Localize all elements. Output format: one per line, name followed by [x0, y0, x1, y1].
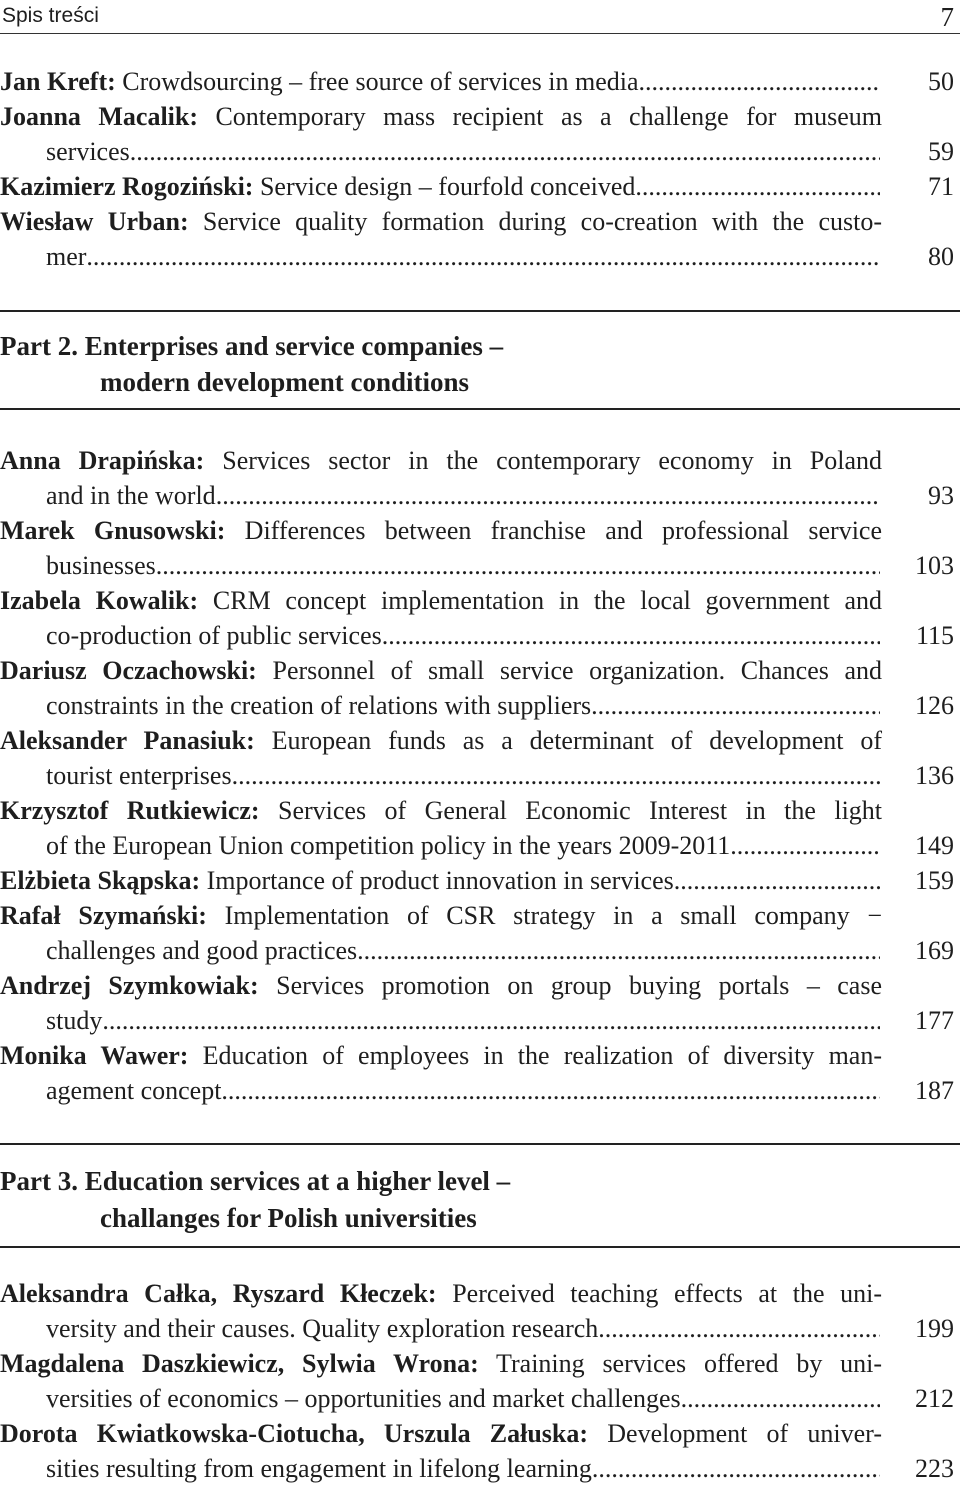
toc-page-number: 126 — [915, 691, 954, 720]
part-3-title-line2: challanges for Polish universities — [100, 1203, 477, 1233]
toc-entry-line — [0, 1073, 960, 1108]
toc-entry — [0, 443, 960, 513]
toc-leader-line — [0, 1451, 880, 1486]
toc-entry — [0, 863, 960, 898]
part-2-title-line2: modern development conditions — [100, 367, 470, 397]
toc-entry-line — [0, 898, 882, 933]
toc-entry-line — [0, 513, 882, 548]
toc-title-text: Services of General Economic Interest in the light — [278, 796, 883, 825]
toc-page-number: 177 — [915, 1006, 954, 1035]
toc-entry-line — [0, 688, 960, 723]
toc-page-number: 50 — [928, 67, 954, 96]
toc-author: Izabela Kowalik: — [0, 586, 199, 615]
part-2-title-line1: Part 2. Enterprises and service companies – — [0, 331, 504, 361]
toc-title-text: study — [46, 1006, 103, 1035]
toc-author: Aleksander Panasiuk: — [0, 726, 255, 755]
toc-leader-line — [0, 758, 880, 793]
dot-leader — [730, 828, 880, 863]
toc-entry-line — [0, 169, 960, 204]
part-rule-top — [0, 1143, 960, 1145]
part-rule-top — [0, 310, 960, 312]
toc-title-text: challenges and good practices — [46, 936, 358, 965]
toc-page-number: 136 — [915, 761, 954, 790]
dot-leader — [635, 169, 880, 204]
dot-leader — [221, 1073, 880, 1108]
toc-entry-line — [0, 1346, 882, 1381]
toc-leader-line — [0, 828, 880, 863]
toc-title-text: Implementation of CSR strategy in a small company − — [224, 901, 882, 930]
toc-entry-line — [0, 618, 960, 653]
toc-title-text: Service quality formation during co-creation with the custo- — [202, 207, 882, 236]
header-rule — [0, 33, 960, 34]
toc-leader-line — [0, 1073, 880, 1108]
toc-title-text: of the European Union competition policy in the years 2009-2011 — [46, 831, 731, 860]
toc-title-text: versities of economics – opportunities and market challenges — [46, 1384, 681, 1413]
toc-title-text: Services sector in the contemporary economy in Poland — [222, 446, 882, 475]
toc-page-number: 115 — [915, 621, 954, 650]
toc-title-text: Contemporary mass recipient as a challenge for museum — [215, 102, 882, 131]
toc-title-text: and in the world — [46, 481, 216, 510]
toc-entry-line — [0, 1038, 882, 1073]
toc-entry-line — [0, 723, 882, 758]
toc-author: Elżbieta Skąpska: — [0, 866, 201, 895]
toc-author: Kazimierz Rogoziński: — [0, 172, 254, 201]
toc-leader-line — [0, 1003, 880, 1038]
page-number: 7 — [940, 2, 954, 32]
toc-page-number: 223 — [915, 1454, 954, 1483]
toc-author: Rafał Szymański: — [0, 901, 207, 930]
dot-leader — [681, 1381, 880, 1416]
toc-author: Krzysztof Rutkiewicz: — [0, 796, 260, 825]
toc-entry-line — [0, 793, 882, 828]
toc-title-text: Service design – fourfold conceived — [259, 172, 636, 201]
toc-entry-line — [0, 1276, 882, 1311]
toc-author: Wiesław Urban: — [0, 207, 189, 236]
toc-author: Anna Drapińska: — [0, 446, 205, 475]
toc-entry — [0, 968, 960, 1038]
toc-entry-line — [0, 933, 960, 968]
toc-entry — [0, 793, 960, 863]
toc-title-text: co-production of public services — [46, 621, 382, 650]
toc-entry-line — [0, 583, 882, 618]
dot-leader — [598, 1311, 880, 1346]
running-header-title: Spis treści — [2, 4, 99, 27]
toc-author: Dorota Kwiatkowska-Ciotucha, Urszula Załuska: — [0, 1419, 589, 1448]
toc-author: Magdalena Daszkiewicz, Sylwia Wrona: — [0, 1349, 479, 1378]
toc-title-text: versity and their causes. Quality exploration research — [46, 1314, 599, 1343]
page-header — [0, 0, 960, 34]
part-rule-bottom — [0, 408, 960, 410]
toc-entry-line — [0, 64, 960, 99]
toc-leader-line — [0, 1311, 880, 1346]
dot-leader — [382, 618, 880, 653]
dot-leader — [130, 134, 880, 169]
toc-author: Marek Gnusowski: — [0, 516, 226, 545]
toc-page-number: 159 — [915, 866, 954, 895]
toc-entry-line — [0, 478, 960, 513]
toc-entry — [0, 723, 960, 793]
toc-author: Joanna Macalik: — [0, 102, 199, 131]
dot-leader — [86, 239, 880, 274]
toc-page-number: 199 — [915, 1314, 954, 1343]
toc-title-text: Education of employees in the realization of diversity man- — [202, 1041, 882, 1070]
dot-leader — [357, 933, 880, 968]
toc-entry — [0, 583, 960, 653]
toc-page-number: 212 — [915, 1384, 954, 1413]
dot-leader — [216, 478, 880, 513]
toc-title-text: mer — [46, 242, 87, 271]
toc-page-number: 187 — [915, 1076, 954, 1105]
toc-title-text: CRM concept implementation in the local government and — [212, 586, 882, 615]
toc-entry-line — [0, 1381, 960, 1416]
toc-leader-line — [0, 618, 880, 653]
toc-title-text: Personnel of small service organization. Chances and — [272, 656, 883, 685]
toc-entry — [0, 1038, 960, 1108]
toc-entry-line — [0, 653, 882, 688]
toc-entry-line — [0, 968, 882, 1003]
toc-leader-line — [0, 239, 880, 274]
toc-entry-line — [0, 1416, 882, 1451]
toc-page-number: 149 — [915, 831, 954, 860]
part-rule-bottom — [0, 1246, 960, 1248]
toc-author: Jan Kreft: — [0, 67, 116, 96]
toc-leader-line — [0, 863, 880, 898]
dot-leader — [592, 1451, 880, 1486]
dot-leader — [232, 758, 880, 793]
toc-title-text: businesses — [46, 551, 156, 580]
dot-leader — [156, 548, 880, 583]
toc-title-text: Services promotion on group buying portals – case — [276, 971, 883, 1000]
toc-title-text: European funds as a determinant of development of — [271, 726, 883, 755]
dot-leader — [102, 1003, 880, 1038]
toc-entry-line — [0, 134, 960, 169]
toc-entry-line — [0, 443, 882, 478]
toc-entry-line — [0, 1003, 960, 1038]
toc-page-number: 169 — [915, 936, 954, 965]
toc-title-text: Perceived teaching effects at the uni- — [452, 1279, 882, 1308]
toc-entry — [0, 1346, 960, 1416]
toc-title-text: tourist enterprises — [46, 761, 232, 790]
toc-author: Andrzej Szymkowiak: — [0, 971, 259, 1000]
toc-author: Monika Wawer: — [0, 1041, 189, 1070]
toc-title-text: Differences between franchise and professional service — [244, 516, 882, 545]
dot-leader — [639, 64, 881, 99]
toc-title-text: Development of univer- — [607, 1419, 882, 1448]
toc-title-text: Crowdsourcing – free source of services in media — [122, 67, 639, 96]
toc-entry-line — [0, 1311, 960, 1346]
toc-entry-line — [0, 863, 960, 898]
toc-entry — [0, 653, 960, 723]
toc-leader-line — [0, 64, 880, 99]
toc-entry — [0, 1276, 960, 1346]
dot-leader — [674, 863, 880, 898]
toc-title-text: agement concept — [46, 1076, 222, 1105]
toc-page-number: 59 — [928, 137, 954, 166]
toc-title-text: sities resulting from engagement in lifelong learning — [46, 1454, 592, 1483]
toc-page-number: 71 — [928, 172, 954, 201]
toc-leader-line — [0, 933, 880, 968]
toc-entry — [0, 99, 960, 169]
toc-leader-line — [0, 548, 880, 583]
toc-page-number: 103 — [915, 551, 954, 580]
toc-leader-line — [0, 134, 880, 169]
toc-page-number: 93 — [928, 481, 954, 510]
toc-entry-line — [0, 204, 882, 239]
toc-author: Aleksandra Całka, Ryszard Kłeczek: — [0, 1279, 437, 1308]
toc-entry-line — [0, 239, 960, 274]
toc-entry — [0, 898, 960, 968]
toc-title-text: Importance of product innovation in services — [206, 866, 674, 895]
part-3-title-line1: Part 3. Education services at a higher level – — [0, 1166, 511, 1196]
toc-entry-line — [0, 99, 882, 134]
toc-leader-line — [0, 688, 880, 723]
toc-entry — [0, 64, 960, 99]
toc-entry-line — [0, 828, 960, 863]
toc-entry — [0, 1416, 960, 1486]
toc-page-number: 80 — [928, 242, 954, 271]
toc-author: Dariusz Oczachowski: — [0, 656, 257, 685]
toc-leader-line — [0, 169, 880, 204]
dot-leader — [591, 688, 880, 723]
toc-entry — [0, 169, 960, 204]
toc-leader-line — [0, 1381, 880, 1416]
toc-entry — [0, 513, 960, 583]
toc-title-text: services — [46, 137, 130, 166]
toc-entry-line — [0, 758, 960, 793]
toc-leader-line — [0, 478, 880, 513]
toc-entry-line — [0, 1451, 960, 1486]
toc-entry-line — [0, 548, 960, 583]
toc-title-text: constraints in the creation of relations with suppliers — [46, 691, 592, 720]
toc-title-text: Training services offered by uni- — [496, 1349, 882, 1378]
toc-entry — [0, 204, 960, 274]
